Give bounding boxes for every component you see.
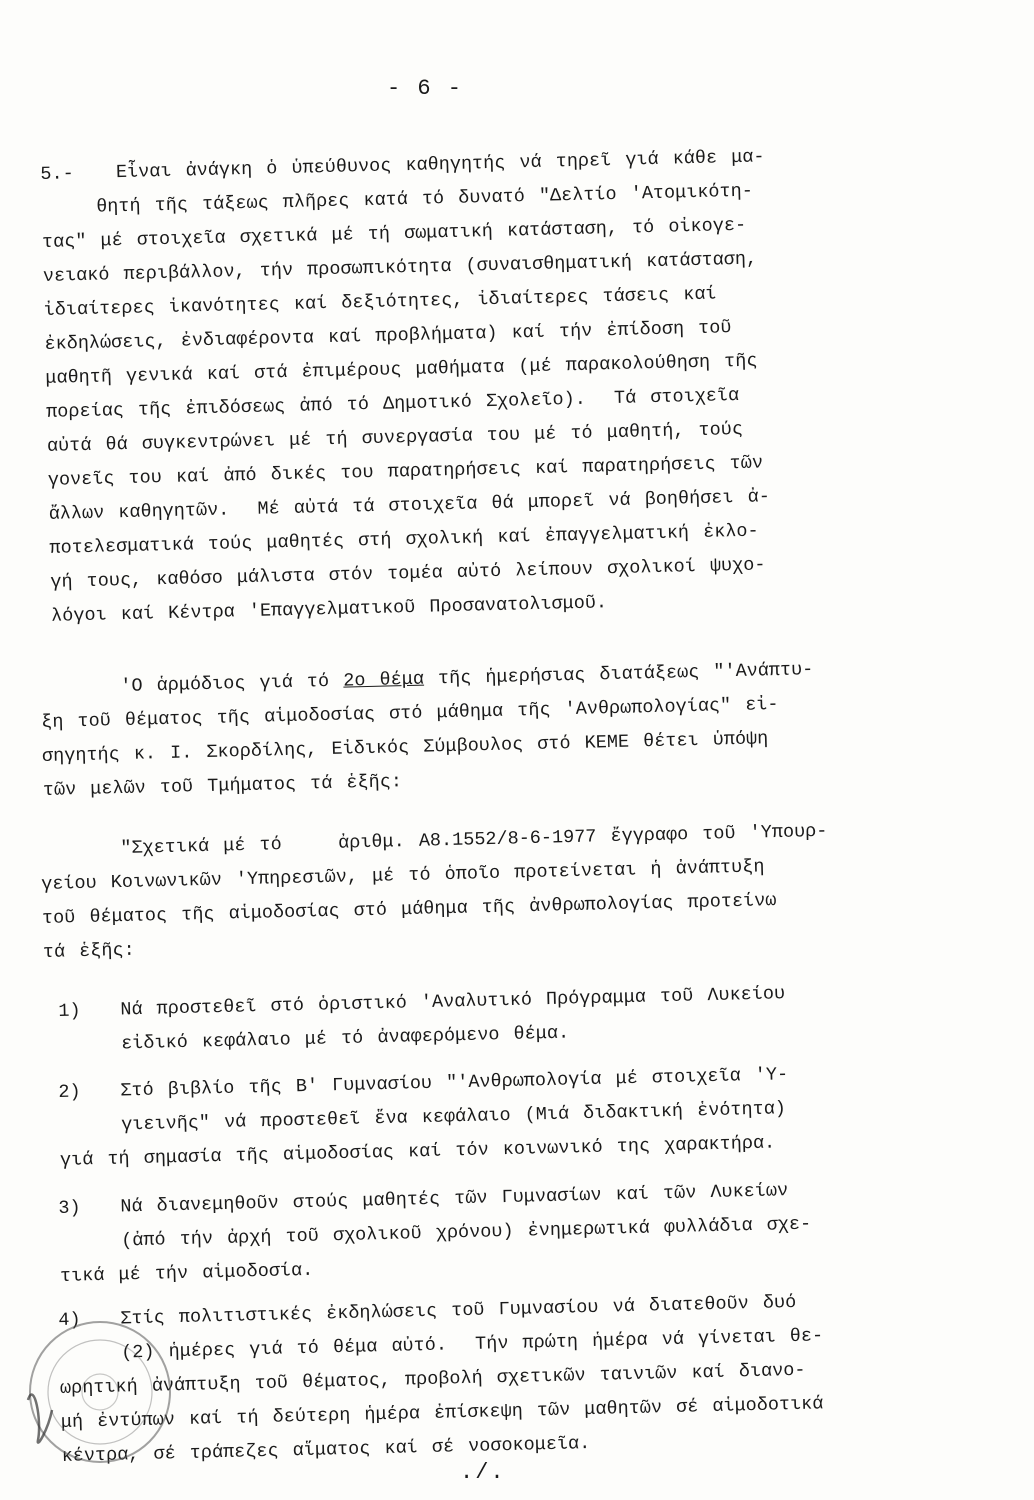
paragraph-line: "Σχετικά μέ τό ἀριθμ. Α8.1552/8-6-1977 ἔγγραφο τοῦ 'Υπουρ- [120,820,828,860]
list-item [58,973,949,1063]
list-item [58,1054,950,1178]
list-item-line: τικά μέ τήν αἱμοδοσία. [59,1259,314,1287]
paragraph-line: τας" μέ στοιχεῖα σχετικά μέ τή σωματική κατάσταση, τό οἰκογε- [41,214,747,253]
list-item-line: ωρητική ἀνάπτυξη τοῦ θέματος, προβολή σχετικῶν ταινιῶν καί διανο- [59,1359,806,1399]
list-item-line: κέντρα, σέ τράπεζες αἵματος καί σέ νοσοκομεῖα. [61,1433,591,1467]
page-number: - 6 - [386,76,463,101]
intro-paragraph [40,650,943,808]
list-item-line: Στίς πολιτιστικές ἐκδηλώσεις τοῦ Γυμνασίου νά διατεθοῦν δυό [120,1291,797,1330]
paragraph-line: γή τους, καθόσο μάλιστα στόν τομέα αὐτό λείπουν σχολικοί ψυχο- [50,554,766,593]
list-item [58,1170,950,1294]
paragraph-line: ἰδιαίτερες ἱκανότητες καί δεξιότητες, ἰδιαίτερες τάσεις καί [43,283,717,321]
list-item-number: 4) [58,1309,81,1331]
paragraph-line: ποτελεσματικά τούς μαθητές στή σχολική καί ἐπαγγελματική ἐκλο- [49,520,759,559]
list-item-line: μή ἐντύπων καί τή δεύτερη ἡμέρα ἐπίσκεψη τῶν μαθητῶν σέ αἱμοδοτικά [60,1393,824,1433]
list-item-line: Νά προστεθεῖ στό ὁριστικό 'Αναλυτικό Πρόγραμμα τοῦ Λυκείου [120,983,786,1021]
list-item-line: Στό βιβλίο τῆς Β' Γυμνασίου "'Ανθρωπολογία μέ στοιχεῖα 'Υ- [120,1064,789,1102]
paragraph-line: νειακό περιβάλλον, τήν προσωπικότητα (συναισθηματική κατάσταση, [42,248,758,287]
paragraph-line: μαθητῆ γενικά καί στά ἐπιμέρους μαθήματα (μέ παρακολούθηση τῆς [45,350,758,389]
continuation-mark: ./. [460,1460,506,1485]
paragraph-line: τά ἑξῆς: [42,939,135,963]
highlighted-topic: 2ο θέμα [342,668,425,692]
list-item-line: Νά διανεμηθοῦν στούς μαθητές τῶν Γυμνασίων καί τῶν Λυκείων [120,1180,789,1218]
paragraph-line: λόγοι καί Κέντρα 'Επαγγελματικοῦ Προσανατολισμοῦ. [50,592,608,627]
list-item-line: (ἀπό τήν ἀρχή τοῦ σχολικοῦ χρόνου) ἐνημερωτικά φυλλάδια σχε- [120,1213,812,1252]
paragraph-line: γονεῖς του καί ἀπό δικές του παρατηρήσεις καί παρατηρήσεις τῶν [47,452,764,491]
paragraph-line: γείου Κοινωνικῶν 'Υπηρεσιῶν, μέ τό ὁποῖο προτείνεται ἡ ἀνάπτυξη [40,856,765,895]
list-item-line: (2) ἡμέρες γιά τό θέμα αὐτό. Τήν πρώτη ἡμέρα νά γίνεται θε- [120,1325,824,1364]
list-item-line: γιεινῆς" νά προστεθεῖ ἕνα κεφάλαιο (Μιά διδακτική ἑνότητα) [120,1098,787,1136]
list-item-line: εἰδικό κεφάλαιο μέ τό ἀναφερόμενο θέμα. [120,1022,570,1055]
quote-paragraph [40,812,943,970]
paragraph-line: θητή τῆς τάξεως πλῆρες κατά τό δυνατό "Δελτίο 'Ατομικότη- [95,180,754,218]
paragraph-line: ἄλλων καθηγητῶν. Μέ αὐτά τά στοιχεῖα θά μπορεῖ νά βοηθήσει ἀ- [48,486,771,525]
paragraph-line: τοῦ θέματος τῆς αἱμοδοσίας στό μάθημα τῆς ἀνθρωπολογίας προτείνω [41,890,777,929]
paragraph-line: αὐτά θά συγκεντρώνει μέ τή συνεργασία του μέ τό μαθητή, τούς [46,418,744,457]
list-item-number: 1) [58,1000,81,1022]
list-item-number: 3) [58,1197,81,1219]
official-stamp-icon [8,1300,173,1480]
list-item [58,1282,952,1474]
paragraph-line: τῶν μελῶν τοῦ Τμήματος τά ἑξῆς: [42,771,403,801]
paragraph-line: σηγητής κ. Ι. Σκορδίλης, Εἰδικός Σύμβουλος στό ΚΕΜΕ θέτει ὑπόψη [41,728,769,767]
paragraph-number: 5.- [40,163,74,185]
paragraph-line: ξη τοῦ θέματος τῆς αἱμοδοσίας στό μάθημα τῆς 'Ανθρωπολογίας" εἰ- [40,693,779,733]
list-item-number: 2) [58,1081,81,1103]
paragraph-line: 5.- Εἶναι ἀνάγκη ὁ ὑπεύθυνος καθηγητής νά τηρεῖ γιά κάθε μα- [40,146,765,185]
paragraph-line: πορείας τῆς ἐπιδόσεως ἀπό τό Δημοτικό Σχολεῖο). Τά στοιχεῖα [45,384,740,423]
paragraph-line: 'Ο ἁρμόδιος γιά τό 2ο θέμα τῆς ἡμερήσιας διατάξεως "'Ανάπτυ- [120,659,814,698]
list-item-line: γιά τή σημασία τῆς αἱμοδοσίας καί τόν κοινωνικό της χαρακτήρα. [59,1132,776,1171]
paragraph-line: ἐκδηλώσεις, ἐνδιαφέροντα καί προβλήματα) καί τήν ἐπίδοση τοῦ [44,317,732,355]
paragraph-5 [40,136,951,634]
